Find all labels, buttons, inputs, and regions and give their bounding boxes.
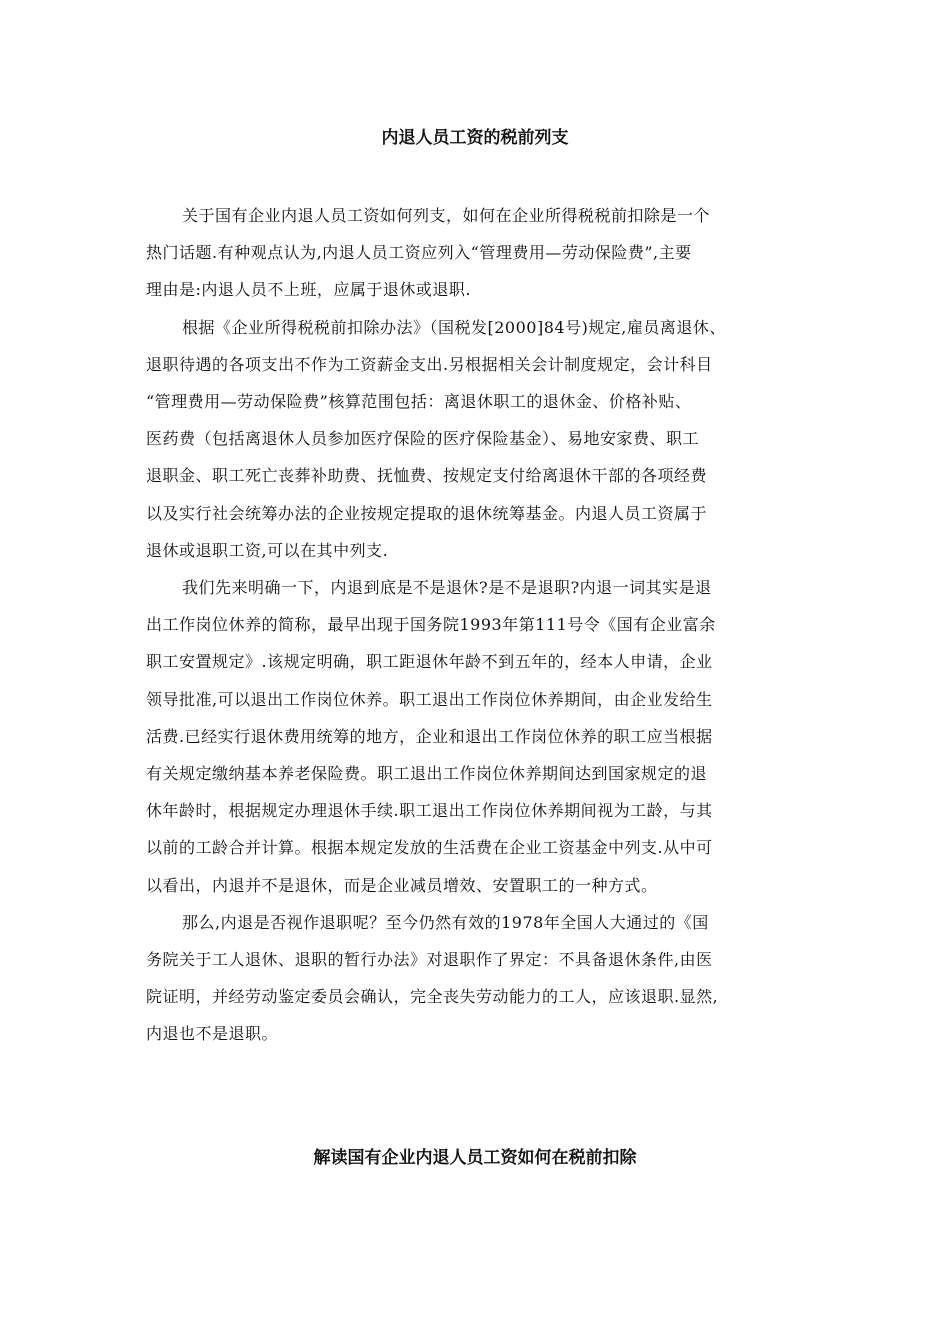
text-line: 内退也不是退职。 [146, 1024, 279, 1044]
text-line: 医药费（包括离退休人员参加医疗保险的医疗保险基金）、易地安家费、职工 [146, 429, 700, 449]
text-line: 我们先来明确一下，内退到底是不是退休?是不是退职?内退一词其实是退 [182, 578, 712, 598]
text-line: “管理费用—劳动保险费”核算范围包括：离退休职工的退休金、价格补贴、 [146, 392, 692, 412]
text-line: 休年龄时，根据规定办理退休手续.职工退出工作岗位休养期间视为工龄，与其 [146, 801, 713, 821]
text-line: 退职待遇的各项支出不作为工资薪金支出.另根据相关会计制度规定，会计科目 [146, 354, 713, 374]
text-line: 退职金、职工死亡丧葬补助费、抚恤费、按规定支付给离退休干部的各项经费 [146, 466, 708, 486]
document-title: 内退人员工资的税前列支 [381, 128, 569, 148]
paragraph [146, 309, 816, 569]
document-body [146, 197, 816, 1053]
text-line: 职工安置规定》.该规定明确，职工距退休年龄不到五年的，经本人申请，企业 [146, 652, 713, 672]
text-line: 那么,内退是否视作退职呢？至今仍然有效的1978年全国人大通过的《国 [182, 912, 709, 932]
text-line: 根据《企业所得税税前扣除办法》（国税发[2000]84号)规定,雇员离退休、 [182, 317, 726, 337]
paragraph [146, 197, 816, 309]
text-line: 关于国有企业内退人员工资如何列支，如何在企业所得税税前扣除是一个 [182, 206, 711, 225]
text-line: 热门话题.有种观点认为,内退人员工资应列入“管理费用—劳动保险费”,主要 [146, 243, 692, 263]
text-line: 出工作岗位休养的简称，最早出现于国务院1993年第111号令《国有企业富余 [146, 615, 716, 635]
text-line: 以及实行社会统筹办法的企业按规定提取的退休统筹基金。内退人员工资属于 [146, 503, 708, 523]
text-line: 以前的工龄合并计算。根据本规定发放的生活费在企业工资基金中列支.从中可 [146, 838, 713, 858]
text-line: 理由是:内退人员不上班，应属于退休或退职. [146, 280, 471, 300]
text-line: 务院关于工人退休、退职的暂行办法》对退职作了界定：不具备退休条件,由医 [146, 950, 713, 970]
paragraph [146, 569, 816, 904]
text-line: 以看出，内退并不是退休，而是企业减员增效、安置职工的一种方式。 [146, 875, 658, 895]
text-line: 院证明，并经劳动鉴定委员会确认，完全丧失劳动能力的工人，应该退职.显然, [146, 987, 719, 1007]
text-line: 活费.已经实行退休费用统筹的地方，企业和退出工作岗位休养的职工应当根据 [146, 726, 713, 746]
section-title: 解读国有企业内退人员工资如何在税前扣除 [313, 1148, 637, 1168]
text-line: 退休或退职工资,可以在其中列支. [146, 540, 389, 560]
text-line: 领导批准,可以退出工作岗位休养。职工退出工作岗位休养期间，由企业发给生 [146, 689, 713, 709]
text-line: 有关规定缴纳基本养老保险费。职工退出工作岗位休养期间达到国家规定的退 [146, 764, 708, 784]
paragraph [146, 904, 816, 1053]
